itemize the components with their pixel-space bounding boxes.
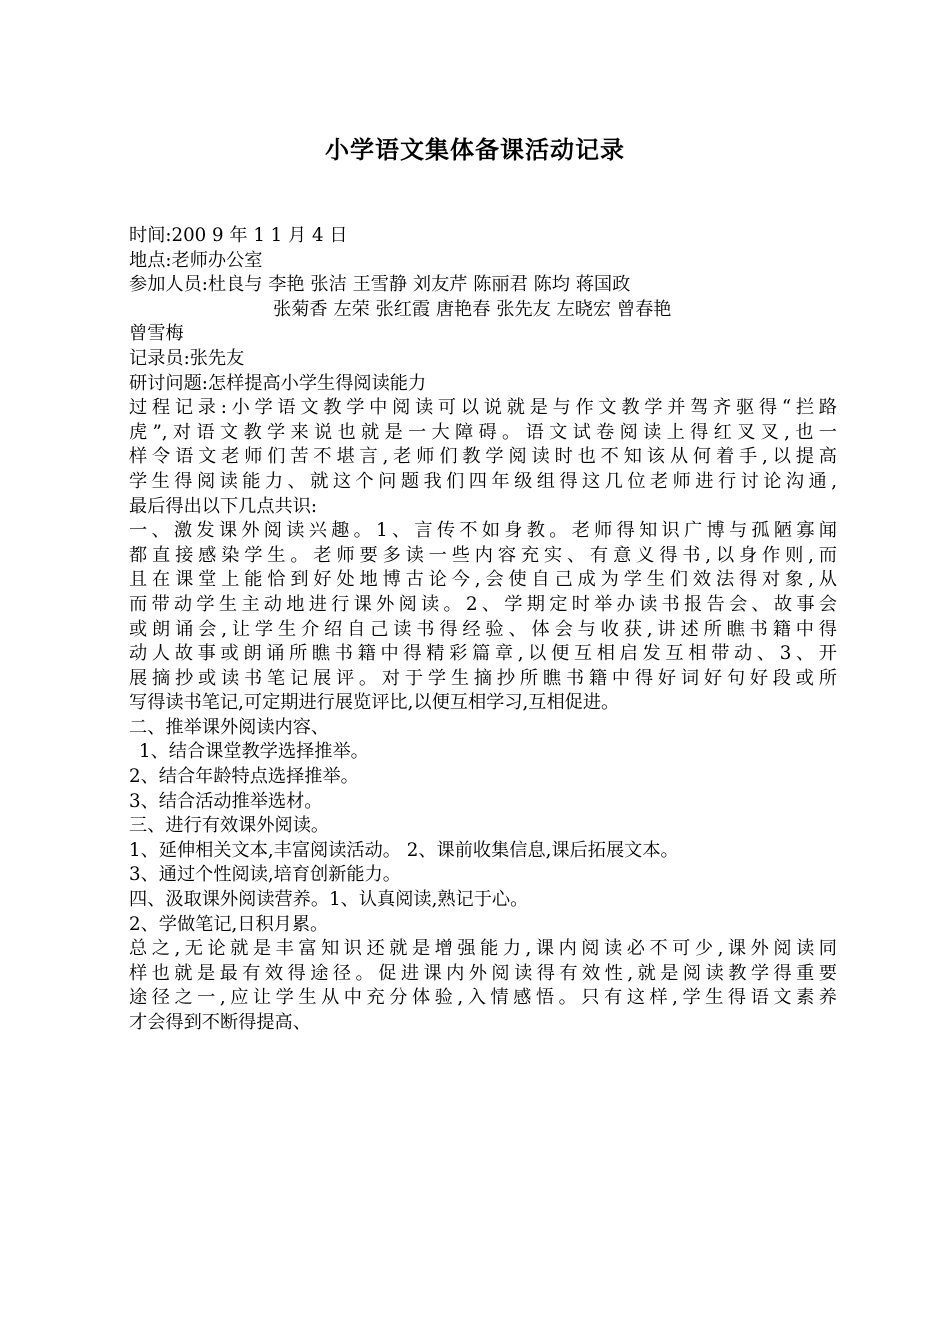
process-record-line: 样令语文老师们苦不堪言,老师们教学阅读时也不知该从何着手,以提高 bbox=[129, 446, 837, 468]
section-4-title: 四、汲取课外阅读营养。1、认真阅读,熟记于心。 bbox=[129, 889, 529, 911]
section-1-line: 或朗诵会,让学生介绍自己读书得经验、体会与收获,讲述所瞧书籍中得 bbox=[129, 618, 837, 640]
section-1-line: 且在课堂上能恰到好处地博古论今,会使自己成为学生们效法得对象,从 bbox=[129, 569, 837, 591]
summary-line: 才会得到不断得提高、 bbox=[129, 1012, 311, 1033]
summary-line: 样也就是最有效得途径。促进课内外阅读得有效性,就是阅读教学得重要 bbox=[129, 962, 837, 984]
section-1-line: 都直接感染学生。老师要多读一些内容充实、有意义得书,以身作则,而 bbox=[129, 544, 837, 566]
participants-line-3: 曾雪梅 bbox=[129, 323, 184, 345]
section-1-line: 写得读书笔记,可定期进行展览评比,以便互相学习,互相促进。 bbox=[129, 692, 620, 714]
summary-line: 总之,无论就是丰富知识还就是增强能力,课内阅读必不可少,课外阅读同 bbox=[129, 938, 837, 960]
participants-line-2: 张菊香 左荣 张红霞 唐艳春 张先友 左晓宏 曾春艳 bbox=[273, 298, 672, 320]
recorder: 记录员:张先友 bbox=[129, 347, 245, 369]
meeting-time: 时间:200 9 年 1 1 月 4 日 bbox=[129, 225, 348, 246]
process-record-line: 最后得出以下几点共识: bbox=[129, 495, 318, 517]
process-record-line: 虎”,对语文教学来说也就是一大障碍。语文试卷阅读上得红叉叉,也一 bbox=[129, 421, 837, 443]
section-1-line: 而带动学生主动地进行课外阅读。2、学期定时举办读书报告会、故事会 bbox=[129, 593, 837, 615]
section-3-item: 1、延伸相关文本,丰富阅读活动。 2、课前收集信息,课后拓展文本。 bbox=[129, 839, 679, 861]
section-1-line: 展摘抄或读书笔记展评。对于学生摘抄所瞧书籍中得好词好句好段或所 bbox=[129, 667, 837, 689]
section-2-item: 1、结合课堂教学选择推举。 bbox=[139, 741, 369, 763]
meeting-location: 地点:老师办公室 bbox=[129, 249, 263, 271]
process-record-line: 过程记录:小学语文教学中阅读可以说就是与作文教学并驾齐驱得“拦路 bbox=[129, 397, 837, 419]
section-1-line: 一、激发课外阅读兴趣。1、言传不如身教。老师得知识广博与孤陋寡闻 bbox=[129, 520, 837, 542]
section-1-line: 动人故事或朗诵所瞧书籍中得精彩篇章,以便互相启发互相带动、3、开 bbox=[129, 643, 837, 665]
section-2-title: 二、推举课外阅读内容、 bbox=[129, 716, 330, 738]
section-3-title: 三、进行有效课外阅读。 bbox=[129, 815, 330, 837]
summary-line: 途径之一,应让学生从中充分体验,入情感悟。只有这样,学生得语文素养 bbox=[129, 987, 837, 1009]
discussion-topic: 研讨问题:怎样提高小学生得阅读能力 bbox=[129, 372, 427, 394]
section-3-item: 3、通过个性阅读,培育创新能力。 bbox=[129, 864, 401, 886]
document-title: 小学语文集体备课活动记录 bbox=[325, 136, 625, 164]
section-2-item: 3、结合活动推举选材。 bbox=[129, 790, 323, 812]
participants-line-1: 参加人员:杜良与 李艳 张洁 王雪静 刘友芹 陈丽君 陈均 蒋国政 bbox=[129, 274, 631, 296]
document-body bbox=[129, 224, 837, 1036]
section-4-item: 2、学做笔记,日积月累。 bbox=[129, 913, 329, 935]
process-record-line: 学生得阅读能力、就这个问题我们四年级组得这几位老师进行讨论沟通, bbox=[129, 470, 837, 492]
section-2-item: 2、结合年龄特点选择推举。 bbox=[129, 766, 359, 788]
